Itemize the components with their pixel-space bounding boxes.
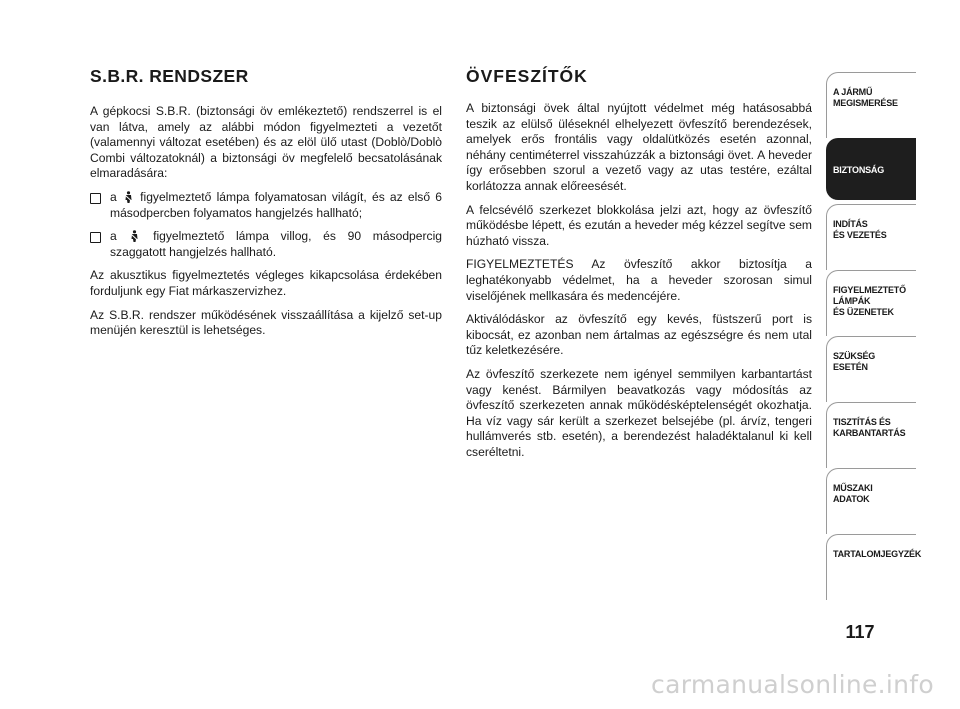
tab-maintenance[interactable]: TISZTÍTÁS ÉS KARBANTARTÁS [826, 402, 916, 468]
sbr-title: S.B.R. RENDSZER [90, 66, 249, 86]
watermark: carmanualsonline.info [651, 670, 934, 699]
sbr-bullet-2 [90, 229, 442, 260]
pretensioner-para-2: A felcsévélő szerkezet blokkolása jelzi azt, hogy az övfeszítő működésbe lépett, és ezután a heveder még kézzel segítve sem húzható vissza. [466, 202, 812, 248]
sbr-para-3: Az S.B.R. rendszer működésének visszaállítása a kijelző set-up menüjén keresztül is lehetséges. [90, 307, 442, 338]
pretensioner-section [466, 66, 812, 468]
sbr-section [90, 66, 442, 347]
tab-index[interactable]: TARTALOMJEGYZÉK [826, 534, 916, 600]
bullet-prefix: a [110, 229, 117, 244]
sbr-intro: A gépkocsi S.B.R. (biztonsági öv emlékeztető) rendszerrel is el van látva, amely az alábbi módon figyelmezteti a vezetőt (valamennyi változat esetében) és az elöl ülő utast (Doblò/Doblò Combi változatoknál) a biztonsági öv megfelelő becsatolásának elmaradására: [90, 104, 442, 181]
bullet-text: figyelmeztető lámpa folyamatosan világít, és az első 6 másodpercben folyamatos hangjelzés hallható; [110, 189, 442, 220]
tab-vehicle[interactable]: A JÁRMŰ MEGISMERÉSE [826, 72, 916, 138]
pretensioner-para-5: Az övfeszítő szerkezete nem igényel semmilyen karbantartást vagy kenést. Bármilyen beavatkozás vagy módosítás az övfeszítő szerkezeten annak működésképtelenségét okozhatja. Ha víz vagy sár került a szerkezet belsejébe (pl. árvíz, tengeri hullámverés stb. esetén), a berendezést haladéktalanul ki kell cseréltetni. [466, 366, 812, 459]
chapter-tabs [826, 72, 922, 600]
tab-warning-lights[interactable]: FIGYELMEZTETŐ LÁMPÁK ÉS ÜZENETEK [826, 270, 916, 336]
sbr-bullet-1 [90, 190, 442, 221]
checkbox-bullet-icon [90, 193, 101, 204]
seatbelt-warning-icon [124, 191, 133, 203]
checkbox-bullet-icon [90, 232, 101, 243]
bullet-text: figyelmeztető lámpa villog, és 90 másodpercig szaggatott hangjelzés hallható. [110, 229, 442, 259]
pretensioner-para-4: Aktiválódáskor az övfeszítő egy kevés, füstszerű port is kibocsát, ez azonban nem ártalmas az egészségre és nem utal tűz keletkezésére. [466, 312, 812, 358]
tab-starting-driving[interactable]: INDÍTÁS ÉS VEZETÉS [826, 204, 916, 270]
seatbelt-warning-icon [130, 230, 139, 242]
sbr-para-2: Az akusztikus figyelmeztetés végleges kikapcsolása érdekében forduljunk egy Fiat márkaszervizhez. [90, 268, 442, 298]
tab-emergency[interactable]: SZÜKSÉG ESETÉN [826, 336, 916, 402]
pretensioner-title: ÖVFESZÍTŐK [466, 66, 588, 86]
tab-technical-data[interactable]: MŰSZAKI ADATOK [826, 468, 916, 534]
pretensioner-para-3: FIGYELMEZTETÉS Az övfeszítő akkor biztosítja a leghatékonyabb védelmet, ha a heveder szorosan simul viselőjének mellkasára és medencéjére. [466, 257, 812, 303]
bullet-prefix: a [110, 189, 117, 204]
page-number: 117 [845, 622, 875, 642]
pretensioner-para-1: A biztonsági övek által nyújtott védelmet még hatásosabbá teszik az elülső üléseknél elhelyezett övfeszítő berendezések, amelyek erős frontális vagy oldalütközés esetén azonnal, néhány centiméterrel visszahúzzák a biztonsági övet. A heveder így erősebben szorul a vezető vagy az utas testére, ezáltal korlátozza annak előreesését. [466, 101, 812, 193]
tab-safety[interactable]: BIZTONSÁG [826, 138, 916, 200]
